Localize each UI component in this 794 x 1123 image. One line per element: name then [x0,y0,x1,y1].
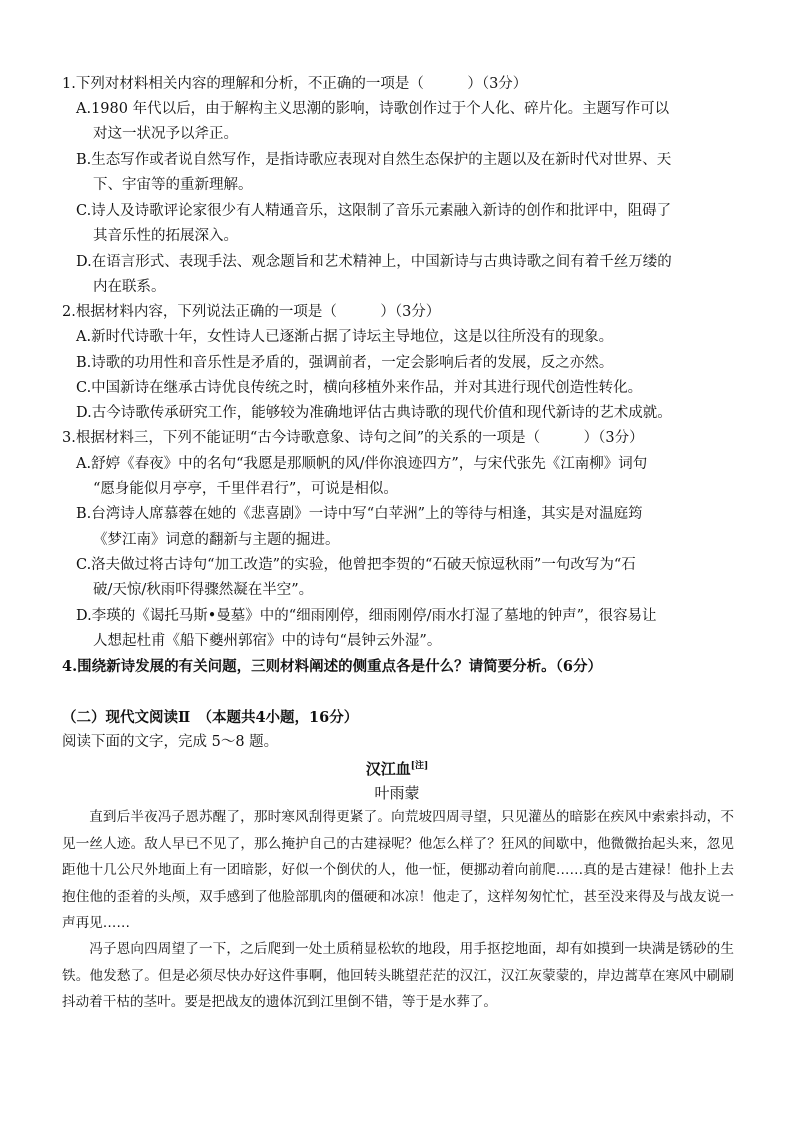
question-2-option-d: D.古今诗歌传承研究工作，能够较为准确地评估古典诗歌的现代价值和现代新诗的艺术成就。 [76,405,672,421]
question-2-option-b: B.诗歌的功用性和音乐性是矛盾的，强调前者，一定会影响后者的发展，反之亦然。 [76,355,614,371]
question-1-option-d-line2: 内在联系。 [93,279,166,295]
article-title-note: [注] [410,761,429,771]
article-paragraph-1: 直到后半夜冯子恩苏醒了，那时寒风刮得更紧了。向荒坡四周寻望，只见灌丛的暗影在疾风中索索抖动，不见一丝人迹。敌人早已不见了，那么掩护自己的古建禄呢？他怎么样了？狂风的间歇中，他微微抬起头来，忽见距他十几公尺外地面上有一团暗影，好似一个倒伏的人，他一怔，便挪动着向前爬……真的是古建禄！他扑上去抱住他的歪着的头颅，双手感到了他脸部肌肉的僵硬和冰凉！他走了，这样匆匆忙忙，甚至没来得及与战友说一声再见…… [62,809,734,931]
question-2-option-c: C.中国新诗在继承古诗优良传统之时，横向移植外来作品，并对其进行现代创造性转化。 [76,380,643,396]
question-1-option-c-line2: 其音乐性的拓展深入。 [93,228,238,244]
question-1-option-b-line2: 下、宇宙等的重新理解。 [93,177,253,193]
question-1-option-b-line1: B.生态写作或者说自然写作，是指诗歌应表现对自然生态保护的主题以及在新时代对世界、天 [76,152,672,168]
question-1-option-c-line1: C.诗人及诗歌评论家很少有人精通音乐，这限制了音乐元素融入新诗的创作和批评中，阻碍了 [76,203,672,219]
question-3-stem: 3.根据材料三，下列不能证明“古今诗歌意象、诗句之间”的关系的一项是（ ）（3分） [62,430,644,446]
section-instruction: 阅读下面的文字，完成 5～8 题。 [62,734,279,750]
question-1-option-a-line1: A.1980 年代以后，由于解构主义思潮的影响，诗歌创作过于个人化、碎片化。主题写作可以 [76,101,670,117]
question-4-stem: 4.围绕新诗发展的有关问题，三则材料阐述的侧重点各是什么？请简要分析。（6分） [62,658,602,675]
question-2-stem: 2.根据材料内容，下列说法正确的一项是（ ）（3分） [62,304,441,320]
question-3-option-d-line2: 人想起杜甫《船下夔州郭宿》中的诗句“晨钟云外湿”。 [93,633,442,649]
question-3-option-b-line2: 《梦江南》词意的翻新与主题的掘进。 [93,532,340,548]
article-title [0,758,794,779]
article-title-text: 汉江血 [365,760,411,778]
article-paragraph-2: 冯子恩向四周望了一下，之后爬到一处土质稍显松软的地段，用手抠挖地面，却有如摸到一块满是锈砂的生铁。他发愁了。但是必须尽快办好这件事啊，他回转头眺望茫茫的汉江，汉江灰蒙蒙的，岸边蒿草在寒风中刷刷抖动着干枯的茎叶。要是把战友的遗体沉到江里倒不错，等于是水葬了。 [62,941,734,1010]
question-3-option-b-line1: B.台湾诗人席慕蓉在她的《悲喜剧》一诗中写“白苹洲”上的等待与相逢，其实是对温庭筠 [76,506,643,522]
question-1-option-d-line1: D.在语言形式、表现手法、观念题旨和艺术精神上，中国新诗与古典诗歌之间有着千丝万缕的 [76,254,672,270]
question-2-option-a: A.新时代诗歌十年，女性诗人已逐渐占据了诗坛主导地位，这是以往所没有的现象。 [76,329,614,345]
question-3-option-d-line1: D.李瑛的《谒托马斯•曼墓》中的“细雨刚停，细雨刚停/雨水打湿了墓地的钟声”，很容易让 [76,608,657,624]
question-1-option-a-line2: 对这一状况予以斧正。 [93,126,238,142]
question-3-option-a-line2: “愿身能似月亭亭，千里伴君行”，可说是相似。 [93,481,398,497]
article-author: 叶雨蒙 [374,784,420,802]
question-3-option-c-line2: 破/天惊/秋雨吓得骤然凝在半空”。 [93,582,314,598]
question-3-option-a-line1: A.舒婷《春夜》中的名句“我愿是那顺帆的风/伴你浪迹四方”，与宋代张先《江南柳》词句 [76,456,648,472]
section-heading: （二）现代文阅读Ⅱ （本题共4小题，16分） [62,709,359,726]
question-1-stem: 1.下列对材料相关内容的理解和分析，不正确的一项是（ ）（3分） [62,76,528,92]
question-3-option-c-line1: C.洛夫做过将古诗句“加工改造”的实验，他曾把李贺的“石破天惊逗秋雨”一句改写为“石 [76,557,636,573]
